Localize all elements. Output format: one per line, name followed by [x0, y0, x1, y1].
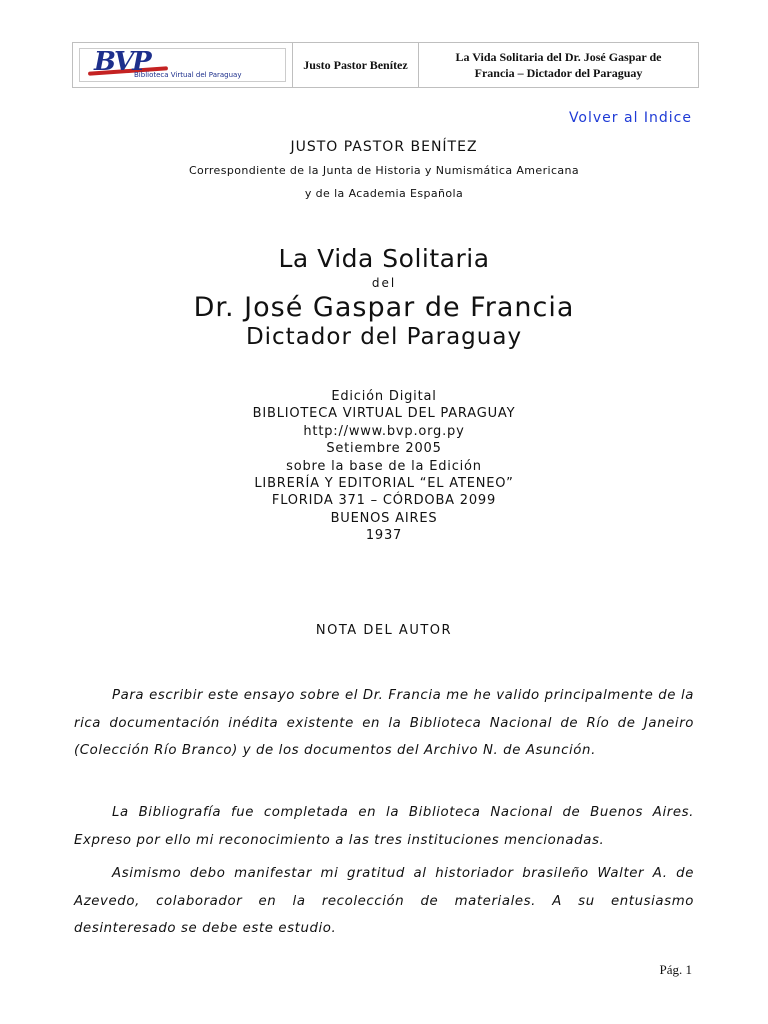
header-author: Justo Pastor Benítez [293, 43, 419, 87]
bvp-logo [79, 48, 286, 82]
book-title-line4: Dictador del Paraguay [245, 324, 523, 350]
author-name: JUSTO PASTOR BENÍTEZ [290, 139, 478, 155]
nota-paragraph-3: Asimismo debo manifestar mi gratitud al historiador brasileño Walter A. de Azevedo, colaborador en la recolección de materiales. A su entusiasmo desinteresado se debe este estudio. [74, 866, 694, 936]
edition-line: 1937 [365, 528, 403, 544]
header-title [419, 43, 698, 87]
book-title-line1: La Vida Solitaria [278, 244, 490, 273]
logo-mark: BVP [94, 47, 150, 77]
book-title-line3: Dr. José Gaspar de Francia [193, 292, 575, 323]
edition-line: FLORIDA 371 – CÓRDOBA 2099 [271, 493, 497, 509]
edition-info [0, 388, 768, 545]
header-title-line2: Francia – Dictador del Paraguay [474, 66, 643, 80]
author-affiliation-2: y de la Academia Española [304, 187, 464, 200]
edition-line: LIBRERÍA Y EDITORIAL “EL ATENEO” [254, 476, 514, 492]
page-number: Pág. 1 [659, 962, 692, 977]
edition-line: http://www.bvp.org.py [303, 423, 465, 439]
header-title-line1: La Vida Solitaria del Dr. José Gaspar de [455, 50, 662, 64]
edition-line: BIBLIOTECA VIRTUAL DEL PARAGUAY [252, 406, 516, 422]
edition-line: Edición Digital [331, 389, 437, 404]
nota-paragraph-2: La Bibliografía fue completada en la Biblioteca Nacional de Buenos Aires. Expreso por ello mi reconocimiento a las tres instituciones mencionadas. [74, 805, 694, 848]
book-title-line2: del [371, 276, 397, 290]
page-header [72, 42, 699, 88]
edition-line: sobre la base de la Edición [286, 458, 482, 474]
edition-line: BUENOS AIRES [330, 510, 438, 526]
nota-paragraph-1: Para escribir este ensayo sobre el Dr. Francia me he valido principalmente de la rica documentación inédita existente en la Biblioteca Nacional de Río de Janeiro (Colección Río Branco) y de los documentos del Archivo N. de Asunción. [74, 688, 694, 758]
back-to-index-link[interactable]: Volver al Indice [568, 110, 692, 126]
header-logo-cell [73, 43, 293, 87]
author-affiliation-1: Correspondiente de la Junta de Historia y Numismática Americana [188, 164, 580, 177]
logo-subtitle: Biblioteca Virtual del Paraguay [134, 71, 242, 79]
nota-heading: NOTA DEL AUTOR [315, 623, 453, 638]
edition-line: Setiembre 2005 [326, 441, 442, 457]
